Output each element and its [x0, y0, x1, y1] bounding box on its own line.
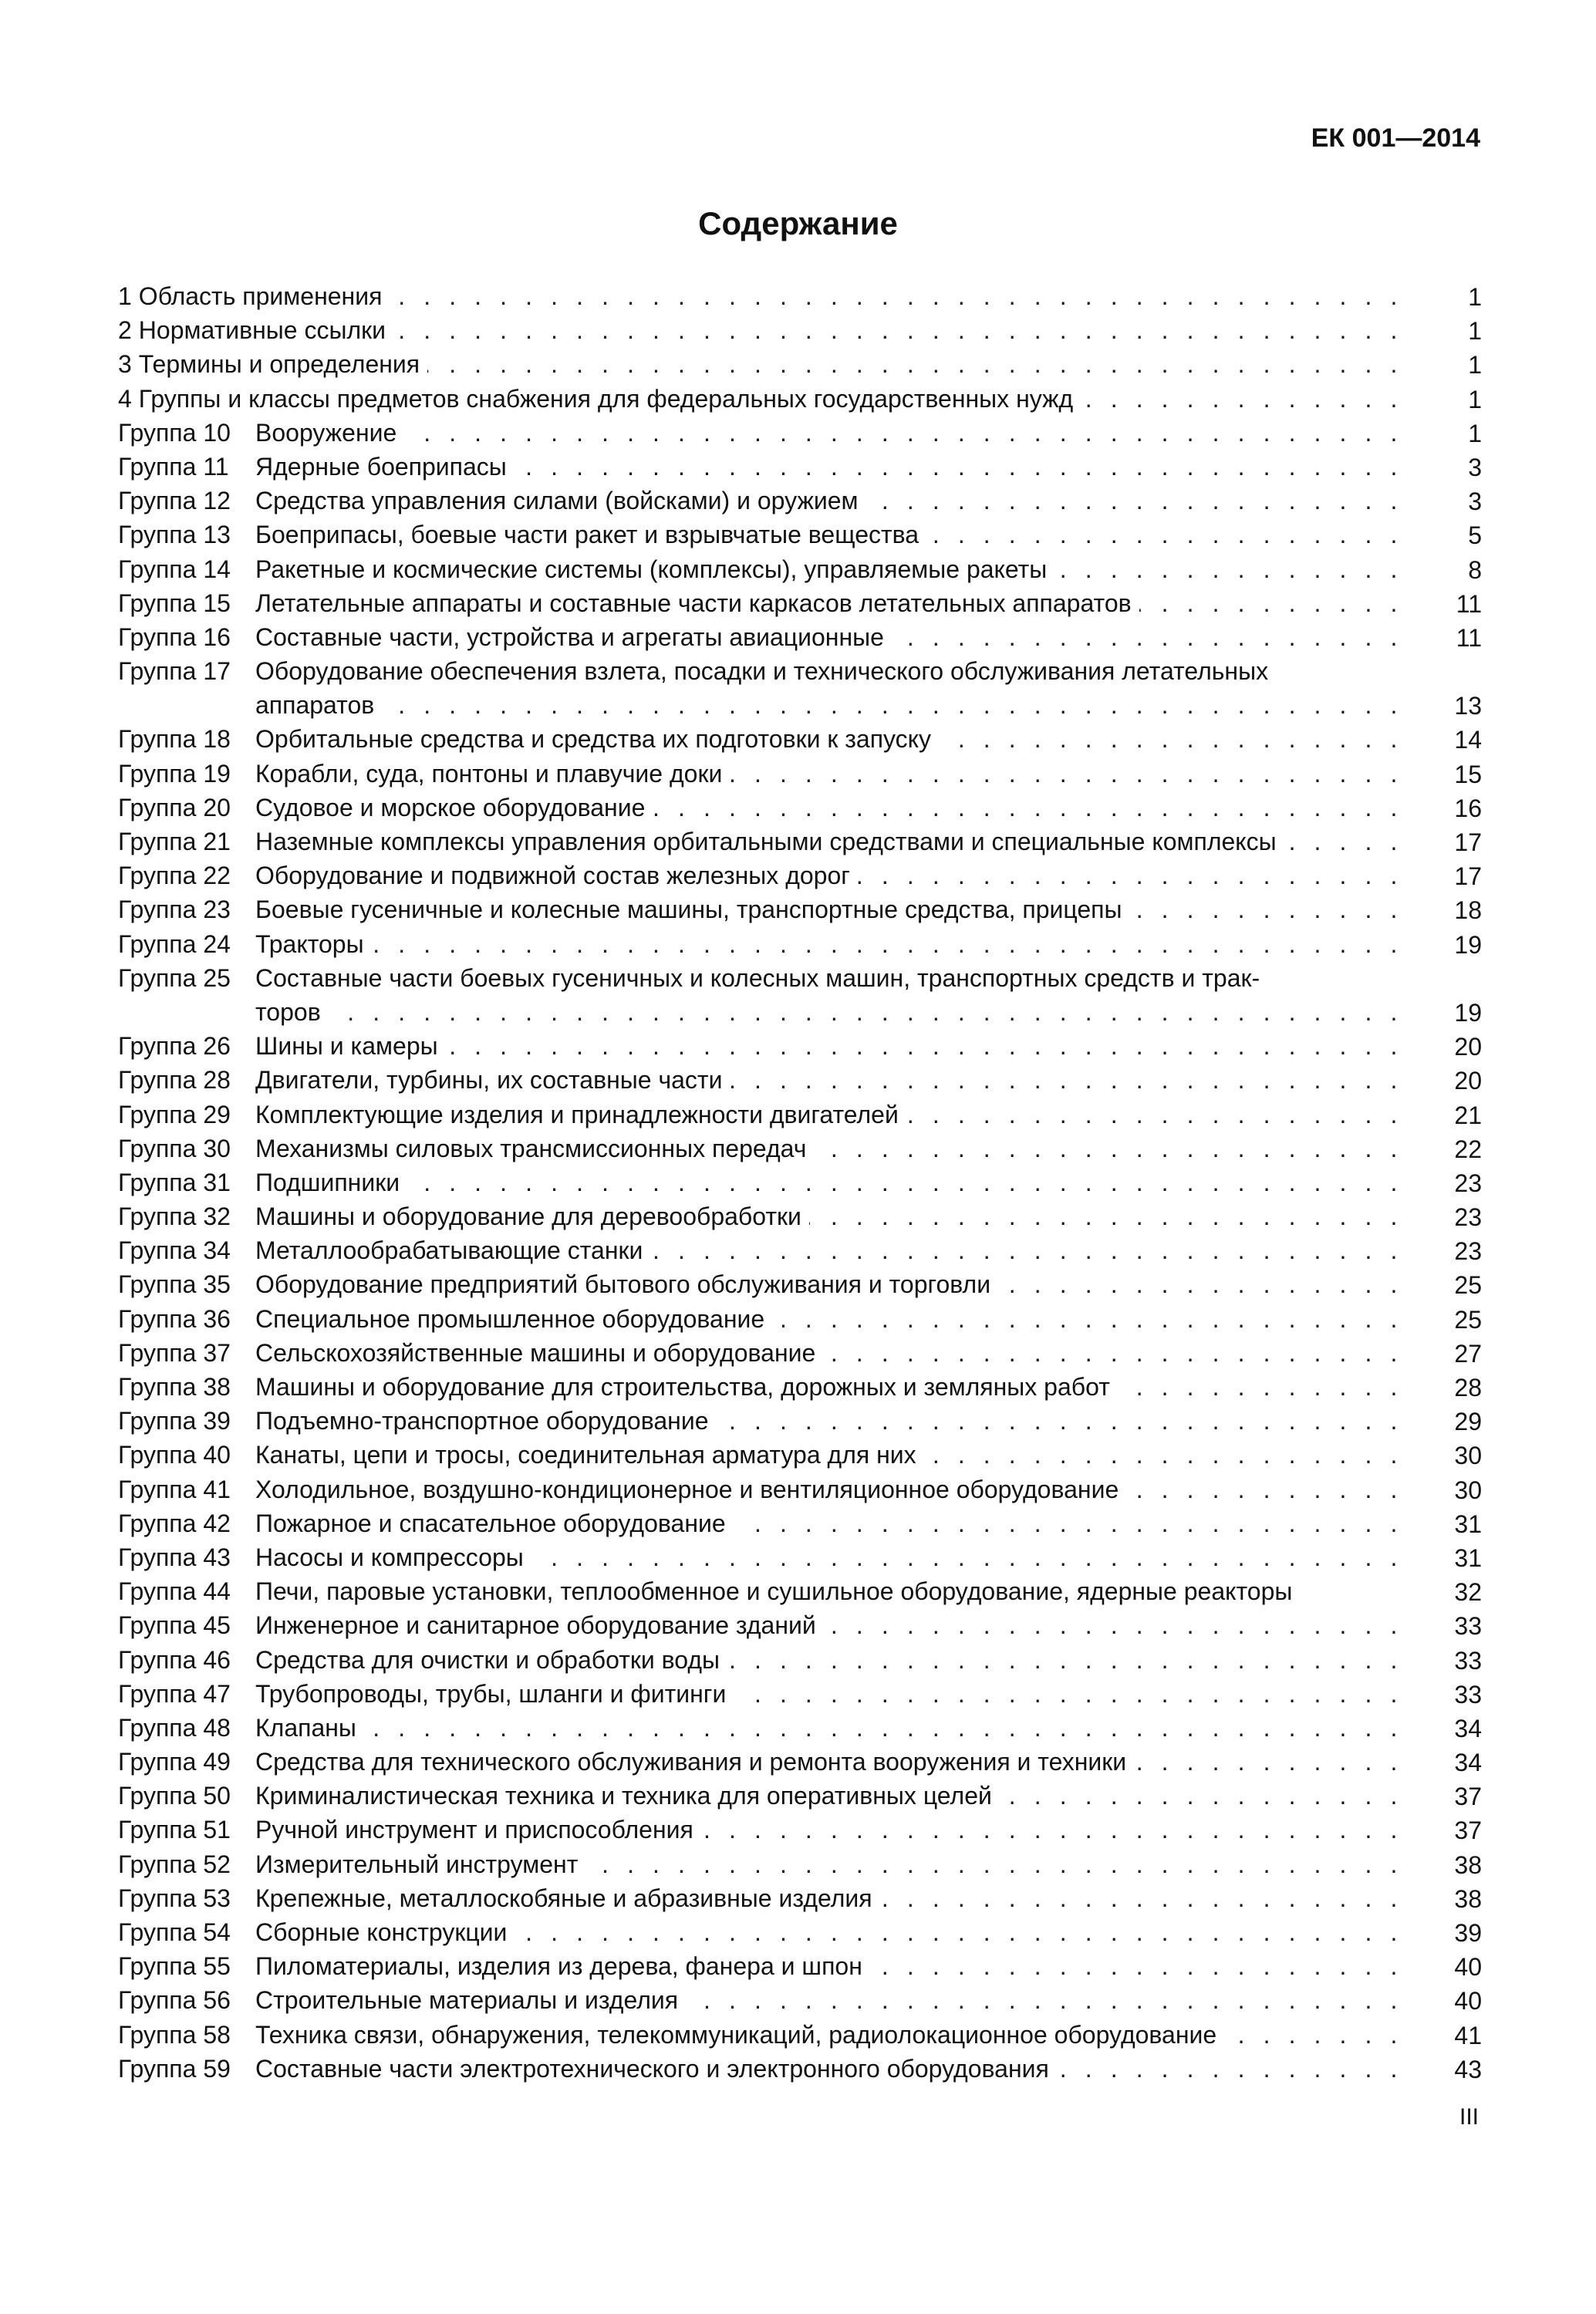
- dot-leader: [892, 620, 1480, 654]
- toc-entry-title: Насосы и компрессоры: [255, 1543, 524, 1571]
- dot-leader: [531, 1540, 1480, 1574]
- toc-entry-number: Группа 40: [118, 1441, 231, 1469]
- toc-entry-number: Группа 45: [118, 1611, 231, 1640]
- toc-entry-title: Составные части, устройства и агрегаты авиационные: [255, 622, 884, 651]
- toc-entry-title: Машины и оборудование для деревообработки: [255, 1203, 801, 1231]
- dot-leader: [734, 1677, 1480, 1711]
- toc-entry-number: Группа 44: [118, 1577, 231, 1606]
- toc-entry[interactable]: [118, 961, 1480, 995]
- toc-entry[interactable]: Группа 12 Средства управления силами (войсками) и оружием . . . 3: [118, 484, 1480, 518]
- dot-leader: [823, 1336, 1480, 1370]
- toc-entry[interactable]: [118, 654, 1480, 688]
- toc-entry-continuation[interactable]: торов . . . 19: [118, 995, 1480, 1029]
- toc-entry[interactable]: Группа 50 Криминалистическая техника и техника для оперативных целей . . . 37: [118, 1779, 1480, 1813]
- toc-entry-title: Измерительный инструмент: [255, 1850, 579, 1878]
- toc-entry[interactable]: Группа 41 Холодильное, воздушно-кондиционерное и вентиляционное оборудование . . . 30: [118, 1472, 1480, 1506]
- dot-leader: [407, 1165, 1480, 1199]
- toc-entry[interactable]: Группа 24 Тракторы . . . 19: [118, 927, 1480, 961]
- toc-entry-number: Группа 51: [118, 1816, 231, 1844]
- toc-entry[interactable]: Группа 44 Печи, паровые установки, теплообменное и сушильное оборудование, ядерные реакторы 32: [118, 1574, 1480, 1608]
- dot-leader: [926, 518, 1480, 552]
- dot-leader: [653, 791, 1480, 825]
- toc-entry-title: Корабли, суда, понтоны и плавучие доки: [255, 759, 723, 788]
- toc-entry-number: Группа 43: [118, 1543, 231, 1571]
- dot-leader: [939, 722, 1480, 756]
- toc-entry[interactable]: Группа 42 Пожарное и спасательное оборудование . . . 31: [118, 1506, 1480, 1540]
- toc-entry-number: Группа 12: [118, 487, 231, 515]
- dot-leader: [446, 1029, 1480, 1063]
- toc-entry-title: Клапаны: [255, 1713, 356, 1742]
- toc-entry-number: Группа 13: [118, 521, 231, 549]
- toc-entry[interactable]: Группа 15 Летательные аппараты и составные части каркасов летательных аппаратов . . . 11: [118, 586, 1480, 620]
- toc-entry-title: Механизмы силовых трансмиссионных передач: [255, 1134, 807, 1162]
- dot-leader: [585, 1847, 1480, 1881]
- toc-entry-number: Группа 56: [118, 1986, 231, 2015]
- dot-leader: [1057, 2052, 1480, 2086]
- toc-entry-title: Боевые гусеничные и колесные машины, транспортные средства, прицепы: [255, 896, 1122, 924]
- toc-entry-title: Наземные комплексы управления орбитальными средствами и специальные комплексы: [255, 828, 1277, 855]
- dot-leader: [809, 1199, 1480, 1233]
- toc-entry[interactable]: Группа 38 Машины и оборудование для строительства, дорожных и земляных работ . . . 28: [118, 1370, 1480, 1404]
- toc-entry-title: Печи, паровые установки, теплообменное и сушильное оборудование, ядерные реакторы: [255, 1577, 1293, 1606]
- toc-entry-title: Нормативные ссылки: [138, 316, 386, 345]
- dot-leader: [906, 1098, 1480, 1132]
- toc-entry-title: Строительные материалы и изделия: [255, 1986, 679, 2015]
- toc-entry-number: Группа 50: [118, 1782, 231, 1810]
- toc-entry-number: Группа 35: [118, 1270, 231, 1299]
- toc-entry[interactable]: Группа 56 Строительные материалы и изделия . . . 40: [118, 1983, 1480, 2017]
- toc-entry[interactable]: Группа 53 Крепежные, металлоскобяные и абразивные изделия . . . 38: [118, 1881, 1480, 1915]
- dot-leader: [329, 995, 1480, 1029]
- toc-entry[interactable]: Группа 59 Составные части электротехнического и электронного оборудования . . . 43: [118, 2052, 1480, 2086]
- toc-entry-number: Группа 11: [118, 452, 229, 481]
- page-number: III: [1459, 2104, 1479, 2130]
- toc-entry-number: Группа 18: [118, 725, 231, 754]
- dot-leader: [390, 279, 1480, 313]
- dot-leader: [372, 927, 1480, 961]
- dot-leader: [650, 1233, 1480, 1267]
- toc-entry-number: Группа 36: [118, 1304, 231, 1333]
- dot-leader: [924, 1438, 1480, 1472]
- document-code: ЕК 001—2014: [1311, 123, 1480, 153]
- toc-entry-title: Трубопроводы, трубы, шланги и фитинги: [255, 1679, 727, 1708]
- toc-entry[interactable]: Группа 13 Боеприпасы, боевые части ракет и взрывчатые вещества . . . 5: [118, 518, 1480, 552]
- toc-entry-number: Группа 34: [118, 1236, 231, 1265]
- dot-leader: [393, 313, 1480, 347]
- dot-leader: [1000, 1779, 1480, 1813]
- toc-entry-number: Группа 14: [118, 555, 231, 583]
- toc-entry[interactable]: Группа 20 Судовое и морское оборудование . . . 16: [118, 791, 1480, 825]
- toc-entry[interactable]: Группа 54 Сборные конструкции . . . 39: [118, 1915, 1480, 1949]
- toc-entry-number: Группа 48: [118, 1713, 231, 1742]
- dot-leader: [364, 1711, 1480, 1745]
- toc-entry-number: Группа 41: [118, 1475, 231, 1503]
- toc-entry-number: Группа 46: [118, 1645, 231, 1674]
- toc-entry-title: Сборные конструкции: [255, 1918, 508, 1946]
- toc-entry[interactable]: Группа 10 Вооружение . . . 1: [118, 416, 1480, 450]
- dot-leader: [1126, 1472, 1480, 1506]
- dot-leader: [814, 1132, 1480, 1165]
- toc-entry[interactable]: Группа 52 Измерительный инструмент . . . 38: [118, 1847, 1480, 1881]
- toc-entry[interactable]: 1 Область применения . . . 1: [118, 279, 1480, 313]
- toc-entry-title: Сельскохозяйственные машины и оборудование: [255, 1338, 816, 1367]
- toc-entry-title: Средства управления силами (войсками) и оружием: [255, 487, 859, 515]
- toc-entry[interactable]: Группа 32 Машины и оборудование для деревообработки . . . 23: [118, 1199, 1480, 1233]
- dot-leader: [1054, 552, 1480, 586]
- toc-entry[interactable]: Группа 28 Двигатели, турбины, их составные части . . . 20: [118, 1063, 1480, 1097]
- toc-entry[interactable]: Группа 58 Техника связи, обнаружения, телекоммуникаций, радиолокационное оборудование . . . 41: [118, 2018, 1480, 2052]
- toc-entry[interactable]: Группа 51 Ручной инструмент и приспособления . . . 37: [118, 1813, 1480, 1847]
- dot-leader: [382, 688, 1480, 722]
- dot-leader: [730, 757, 1480, 791]
- dot-leader: [515, 450, 1480, 484]
- dot-leader: [427, 347, 1480, 381]
- toc-entry[interactable]: Группа 46 Средства для очистки и обработки воды . . . 33: [118, 1643, 1480, 1677]
- toc-entry[interactable]: Группа 55 Пиломатериалы, изделия из дерева, фанера и шпон . . . 40: [118, 1949, 1480, 1983]
- toc-entry-title: Криминалистическая техника и техника для оперативных целей: [255, 1782, 992, 1810]
- dot-leader: [730, 1063, 1480, 1097]
- toc-entry-title: Судовое и морское оборудование: [255, 793, 646, 821]
- toc-entry-number: Группа 19: [118, 759, 231, 788]
- toc-entry-number: 3: [118, 350, 132, 379]
- toc-entry[interactable]: Группа 14 Ракетные и космические системы (комплексы), управляемые ракеты . . . 8: [118, 552, 1480, 586]
- dot-leader: [772, 1302, 1480, 1336]
- toc-entry-number: Группа 38: [118, 1373, 231, 1401]
- toc-entry-number: Группа 17: [118, 657, 231, 686]
- dot-leader: [727, 1643, 1480, 1677]
- dot-leader: [880, 1881, 1480, 1915]
- toc-entry[interactable]: Группа 29 Комплектующие изделия и принадлежности двигателей . . . 21: [118, 1098, 1480, 1132]
- dot-leader: [870, 1949, 1480, 1983]
- toc-entry-number: Группа 10: [118, 418, 231, 447]
- toc-entry-title: Составные части боевых гусеничных и колесных машин, транспортных средств и трак-: [255, 963, 1260, 992]
- toc-entry[interactable]: Группа 18 Орбитальные средства и средства их подготовки к запуску . . . 14: [118, 722, 1480, 756]
- dot-leader: [734, 1506, 1480, 1540]
- toc-entry-number: Группа 55: [118, 1952, 231, 1981]
- toc-entry-number: Группа 28: [118, 1066, 231, 1095]
- dot-leader: [1284, 825, 1480, 858]
- toc-entry[interactable]: Группа 43 Насосы и компрессоры . . . 31: [118, 1540, 1480, 1574]
- dot-leader: [866, 484, 1480, 518]
- toc-entry-title: Ядерные боеприпасы: [255, 452, 507, 481]
- toc-entry-number: Группа 37: [118, 1338, 231, 1367]
- toc-entry-title: Орбитальные средства и средства их подготовки к запуску: [255, 725, 932, 754]
- toc-entry-title: Машины и оборудование для строительства, дорожных и земляных работ: [255, 1373, 1110, 1401]
- toc-entry-title: Область применения: [138, 282, 383, 310]
- toc-entry[interactable]: Группа 22 Оборудование и подвижной состав железных дорог . . . 17: [118, 858, 1480, 892]
- toc-entry[interactable]: Группа 31 Подшипники . . . 23: [118, 1165, 1480, 1199]
- toc-entry-title: Подъемно-транспортное оборудование: [255, 1407, 709, 1435]
- toc-entry[interactable]: 2 Нормативные ссылки . . . 1: [118, 313, 1480, 347]
- toc-entry[interactable]: Группа 21 Наземные комплексы управления орбитальными средствами и специальные комплексы . . . 17: [118, 825, 1480, 858]
- toc-entry-title: Канаты, цепи и тросы, соединительная арматура для них: [255, 1441, 916, 1469]
- toc-entry-number: Группа 59: [118, 2054, 231, 2083]
- toc-entry-title: Инженерное и санитарное оборудование зданий: [255, 1611, 816, 1640]
- dot-leader: [1118, 1370, 1480, 1404]
- toc-entry-title: Специальное промышленное оборудование: [255, 1304, 765, 1333]
- toc-entry-title: Составные части электротехнического и электронного оборудования: [255, 2054, 1049, 2083]
- toc-entry[interactable]: Группа 45 Инженерное и санитарное оборудование зданий . . . 33: [118, 1608, 1480, 1642]
- toc-entry-title: Ракетные и космические системы (комплексы), управляемые ракеты: [255, 555, 1048, 583]
- toc-entry[interactable]: Группа 23 Боевые гусеничные и колесные машины, транспортные средства, прицепы . . . 18: [118, 892, 1480, 926]
- toc-entry-title: Оборудование обеспечения взлета, посадки и технического обслуживания летательных: [255, 657, 1269, 686]
- toc-entry-number: Группа 31: [118, 1168, 231, 1196]
- toc-entry-number: Группа 15: [118, 589, 231, 617]
- toc-entry-title: Комплектующие изделия и принадлежности двигателей: [255, 1100, 899, 1128]
- toc-entry-title: Пиломатериалы, изделия из дерева, фанера и шпон: [255, 1952, 862, 1981]
- toc-entry-number: Группа 20: [118, 793, 231, 821]
- toc-entry[interactable]: Группа 34 Металлообрабатывающие станки . . . 23: [118, 1233, 1480, 1267]
- dot-leader: [1134, 1745, 1480, 1779]
- toc-entry-title: Техника связи, обнаружения, телекоммуникаций, радиолокационное оборудование: [255, 2020, 1217, 2049]
- toc-entry-number: Группа 32: [118, 1203, 231, 1231]
- toc-entry-number: 1: [118, 282, 132, 310]
- toc-entry-title: Подшипники: [255, 1168, 400, 1196]
- toc-entry-title: Крепежные, металлоскобяные и абразивные изделия: [255, 1884, 872, 1912]
- toc-entry[interactable]: 3 Термины и определения . . . 1: [118, 347, 1480, 381]
- toc-entry-title: Средства для технического обслуживания и ремонта вооружения и техники: [255, 1748, 1127, 1776]
- page-title: Содержание: [698, 205, 898, 241]
- dot-leader: [1139, 586, 1480, 620]
- toc-entry-title: Боеприпасы, боевые части ракет и взрывчатые вещества: [255, 521, 919, 549]
- toc-entry-title: Тракторы: [255, 929, 364, 958]
- dot-leader: [998, 1267, 1480, 1301]
- toc-entry-title: Металлообрабатывающие станки: [255, 1236, 643, 1265]
- dot-leader: [824, 1608, 1480, 1642]
- toc-entry-number: Группа 23: [118, 896, 231, 924]
- table-of-contents: [118, 279, 1480, 2086]
- toc-entry-title: Двигатели, турбины, их составные части: [255, 1066, 723, 1095]
- toc-entry-number: Группа 53: [118, 1884, 231, 1912]
- toc-entry-number: Группа 54: [118, 1918, 231, 1946]
- toc-entry-number: Группа 47: [118, 1679, 231, 1708]
- toc-entry-title: Ручной инструмент и приспособления: [255, 1816, 693, 1844]
- toc-entry[interactable]: Группа 19 Корабли, суда, понтоны и плавучие доки . . . 15: [118, 757, 1480, 791]
- toc-entry-title-continued: торов: [255, 997, 321, 1026]
- toc-entry-number: Группа 16: [118, 622, 231, 651]
- toc-entry[interactable]: Группа 37 Сельскохозяйственные машины и оборудование . . . 27: [118, 1336, 1480, 1370]
- dot-leader: [1130, 892, 1481, 926]
- toc-entry[interactable]: Группа 30 Механизмы силовых трансмиссионных передач . . . 22: [118, 1132, 1480, 1165]
- toc-entry[interactable]: Группа 49 Средства для технического обслуживания и ремонта вооружения и техники . . . 34: [118, 1745, 1480, 1779]
- dot-leader: [515, 1915, 1480, 1949]
- dot-leader: [686, 1983, 1480, 2017]
- toc-entry-title: Пожарное и спасательное оборудование: [255, 1509, 726, 1537]
- dot-leader: [1081, 382, 1480, 416]
- toc-entry-title: Холодильное, воздушно-кондиционерное и вентиляционное оборудование: [255, 1475, 1119, 1503]
- toc-entry[interactable]: Группа 40 Канаты, цепи и тросы, соединительная арматура для них . . . 30: [118, 1438, 1480, 1472]
- toc-entry-number: Группа 29: [118, 1100, 231, 1128]
- toc-entry-number: Группа 49: [118, 1748, 231, 1776]
- toc-entry-number: Группа 39: [118, 1407, 231, 1435]
- toc-entry[interactable]: Группа 48 Клапаны . . . 34: [118, 1711, 1480, 1745]
- toc-entry[interactable]: 4 Группы и классы предметов снабжения для федеральных государственных нужд . . . 1: [118, 382, 1480, 416]
- toc-entry-number: Группа 22: [118, 862, 231, 890]
- toc-entry[interactable]: Группа 11 Ядерные боеприпасы . . . 3: [118, 450, 1480, 484]
- toc-entry[interactable]: Группа 36 Специальное промышленное оборудование . . . 25: [118, 1302, 1480, 1336]
- toc-entry-number: Группа 24: [118, 929, 231, 958]
- toc-entry-title: Средства для очистки и обработки воды: [255, 1645, 720, 1674]
- toc-entry-title: Оборудование и подвижной состав железных дорог: [255, 862, 850, 890]
- toc-entry-number: Группа 30: [118, 1134, 231, 1162]
- toc-entry[interactable]: Группа 16 Составные части, устройства и агрегаты авиационные . . . 11: [118, 620, 1480, 654]
- toc-entry[interactable]: Группа 47 Трубопроводы, трубы, шланги и фитинги . . . 33: [118, 1677, 1480, 1711]
- toc-entry-number: Группа 52: [118, 1850, 231, 1878]
- toc-entry-number: 4: [118, 384, 132, 413]
- dot-leader: [858, 858, 1480, 892]
- toc-entry-title: Группы и классы предметов снабжения для федеральных государственных нужд: [138, 384, 1074, 413]
- dot-leader: [716, 1404, 1480, 1438]
- toc-entry-number: Группа 26: [118, 1032, 231, 1061]
- toc-entry-title: Шины и камеры: [255, 1032, 438, 1061]
- toc-entry-title: Термины и определения: [138, 350, 420, 379]
- toc-entry-title-continued: аппаратов: [255, 691, 375, 720]
- toc-entry[interactable]: Группа 26 Шины и камеры . . . 20: [118, 1029, 1480, 1063]
- toc-entry-number: Группа 42: [118, 1509, 231, 1537]
- toc-entry-number: Группа 21: [118, 828, 231, 855]
- dot-leader: [1224, 2018, 1480, 2052]
- toc-entry-title: Оборудование предприятий бытового обслуживания и торговли: [255, 1270, 991, 1299]
- toc-entry-number: Группа 25: [118, 963, 231, 992]
- toc-entry[interactable]: Группа 35 Оборудование предприятий бытового обслуживания и торговли . . . 25: [118, 1267, 1480, 1301]
- toc-entry-continuation[interactable]: аппаратов . . . 13: [118, 688, 1480, 722]
- toc-entry-number: Группа 58: [118, 2020, 231, 2049]
- toc-entry[interactable]: Группа 39 Подъемно-транспортное оборудование . . . 29: [118, 1404, 1480, 1438]
- toc-entry-title: Летательные аппараты и составные части каркасов летательных аппаратов: [255, 589, 1132, 617]
- dot-leader: [404, 416, 1480, 450]
- dot-leader: [701, 1813, 1480, 1847]
- toc-entry-number: 2: [118, 316, 132, 345]
- toc-entry-title: Вооружение: [255, 418, 397, 447]
